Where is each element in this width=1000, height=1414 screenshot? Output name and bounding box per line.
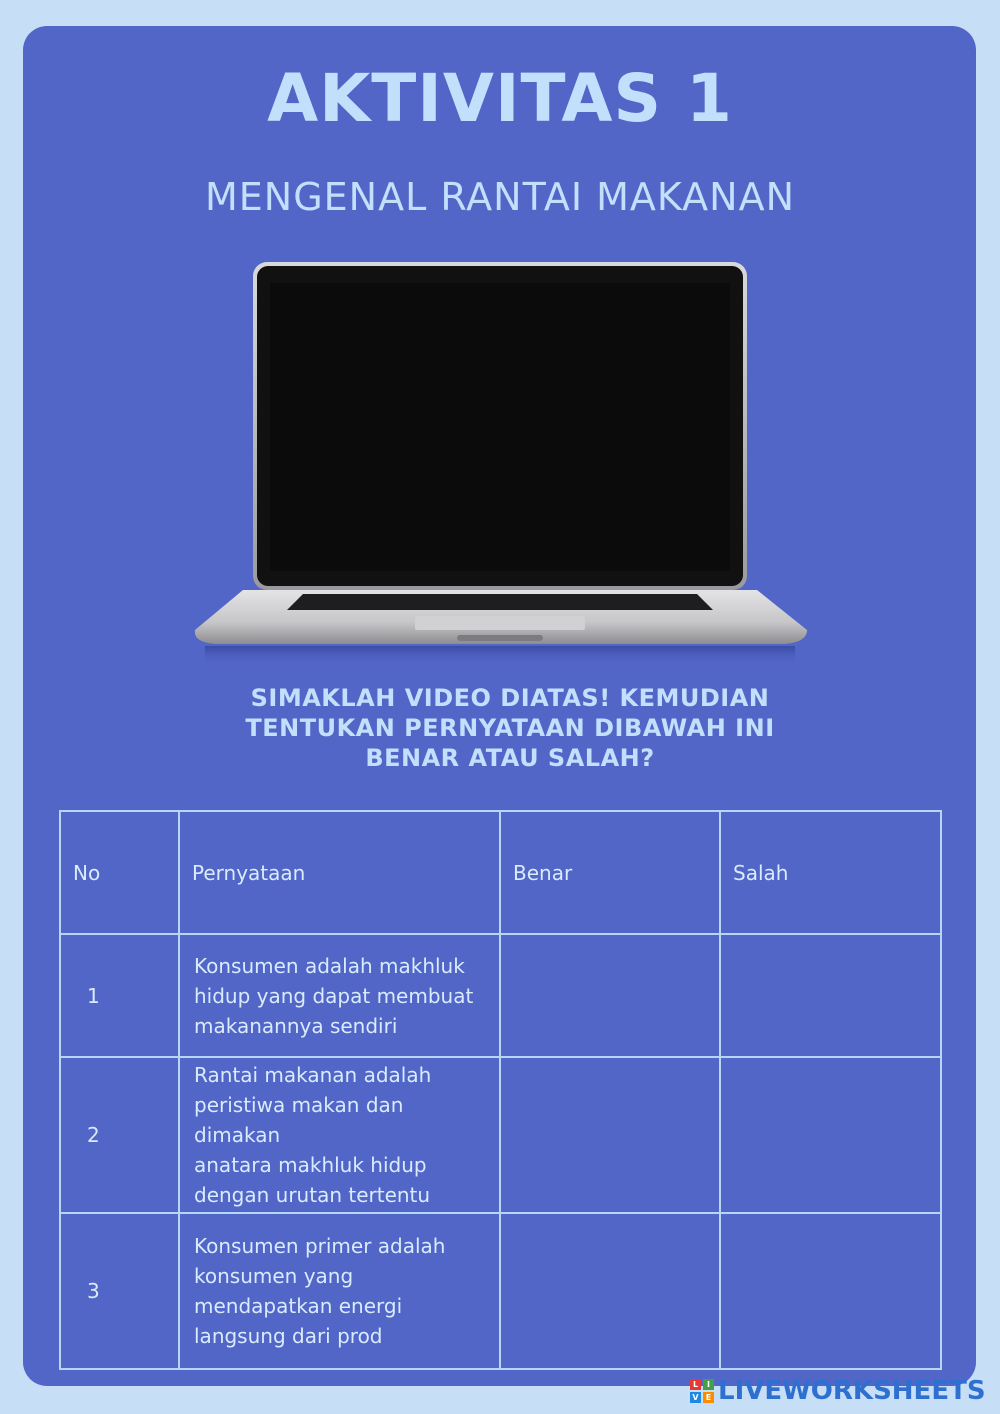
statement-line: anatara makhluk hidup [194, 1153, 427, 1177]
page-title: AKTIVITAS 1 [267, 60, 733, 137]
instruction-line-2: TENTUKAN PERNYATAAN DIBAWAH INI [245, 714, 775, 742]
statement-line: makanannya sendiri [194, 1013, 398, 1038]
row-number: 2 [60, 1057, 179, 1213]
logo-text: LIVEWORKSHEETS [718, 1376, 986, 1406]
page-subtitle: MENGENAL RANTAI MAKANAN [204, 175, 796, 219]
laptop-video-image[interactable] [185, 258, 815, 678]
answer-false-cell[interactable] [720, 1213, 941, 1369]
answer-true-cell[interactable] [500, 1213, 720, 1369]
row-number: 1 [60, 934, 179, 1057]
header-false: Salah [720, 811, 941, 934]
row-number: 3 [60, 1213, 179, 1369]
statement-line: Konsumen adalah makhluk [194, 953, 465, 978]
instruction-line-3: BENAR ATAU SALAH? [365, 744, 655, 772]
row-statement [179, 1057, 500, 1213]
statement-line: langsung dari prod [194, 1324, 383, 1348]
logo-letter: V [690, 1392, 701, 1403]
statement-line: Konsumen primer adalah [194, 1234, 446, 1258]
answer-true-cell[interactable] [500, 1057, 720, 1213]
row-statement [179, 1213, 500, 1369]
answer-false-cell[interactable] [720, 934, 941, 1057]
logo-mark-icon [690, 1379, 714, 1403]
logo-letter: E [703, 1392, 714, 1403]
laptop-notch [457, 635, 543, 641]
statement-line: dengan urutan tertentu [194, 1183, 431, 1207]
statement-line: Rantai makanan adalah [194, 1063, 432, 1087]
laptop-shadow [205, 646, 795, 666]
header-no: No [60, 811, 179, 934]
table-row [60, 1057, 941, 1213]
statement-table [59, 810, 942, 1370]
statement-line: mendapatkan energi [194, 1294, 403, 1318]
laptop-screen [270, 283, 730, 571]
logo-letter: L [690, 1379, 701, 1390]
laptop-trackpad [415, 616, 585, 630]
laptop-keyboard [287, 594, 713, 610]
statement-line: konsumen yang [194, 1264, 354, 1288]
instruction-line-1: SIMAKLAH VIDEO DIATAS! KEMUDIAN [250, 684, 770, 712]
logo-letter: I [703, 1379, 714, 1390]
answer-true-cell[interactable] [500, 934, 720, 1057]
table-row [60, 1213, 941, 1369]
answer-false-cell[interactable] [720, 1057, 941, 1213]
instruction-text [200, 683, 820, 773]
statement-line: hidup yang dapat membuat [194, 983, 474, 1008]
statement-line: peristiwa makan dan dimakan [194, 1093, 404, 1147]
liveworksheets-logo[interactable] [690, 1374, 990, 1408]
table-header-row [60, 811, 941, 934]
header-statement: Pernyataan [179, 811, 500, 934]
row-statement [179, 934, 500, 1057]
header-true: Benar [500, 811, 720, 934]
table-row [60, 934, 941, 1057]
